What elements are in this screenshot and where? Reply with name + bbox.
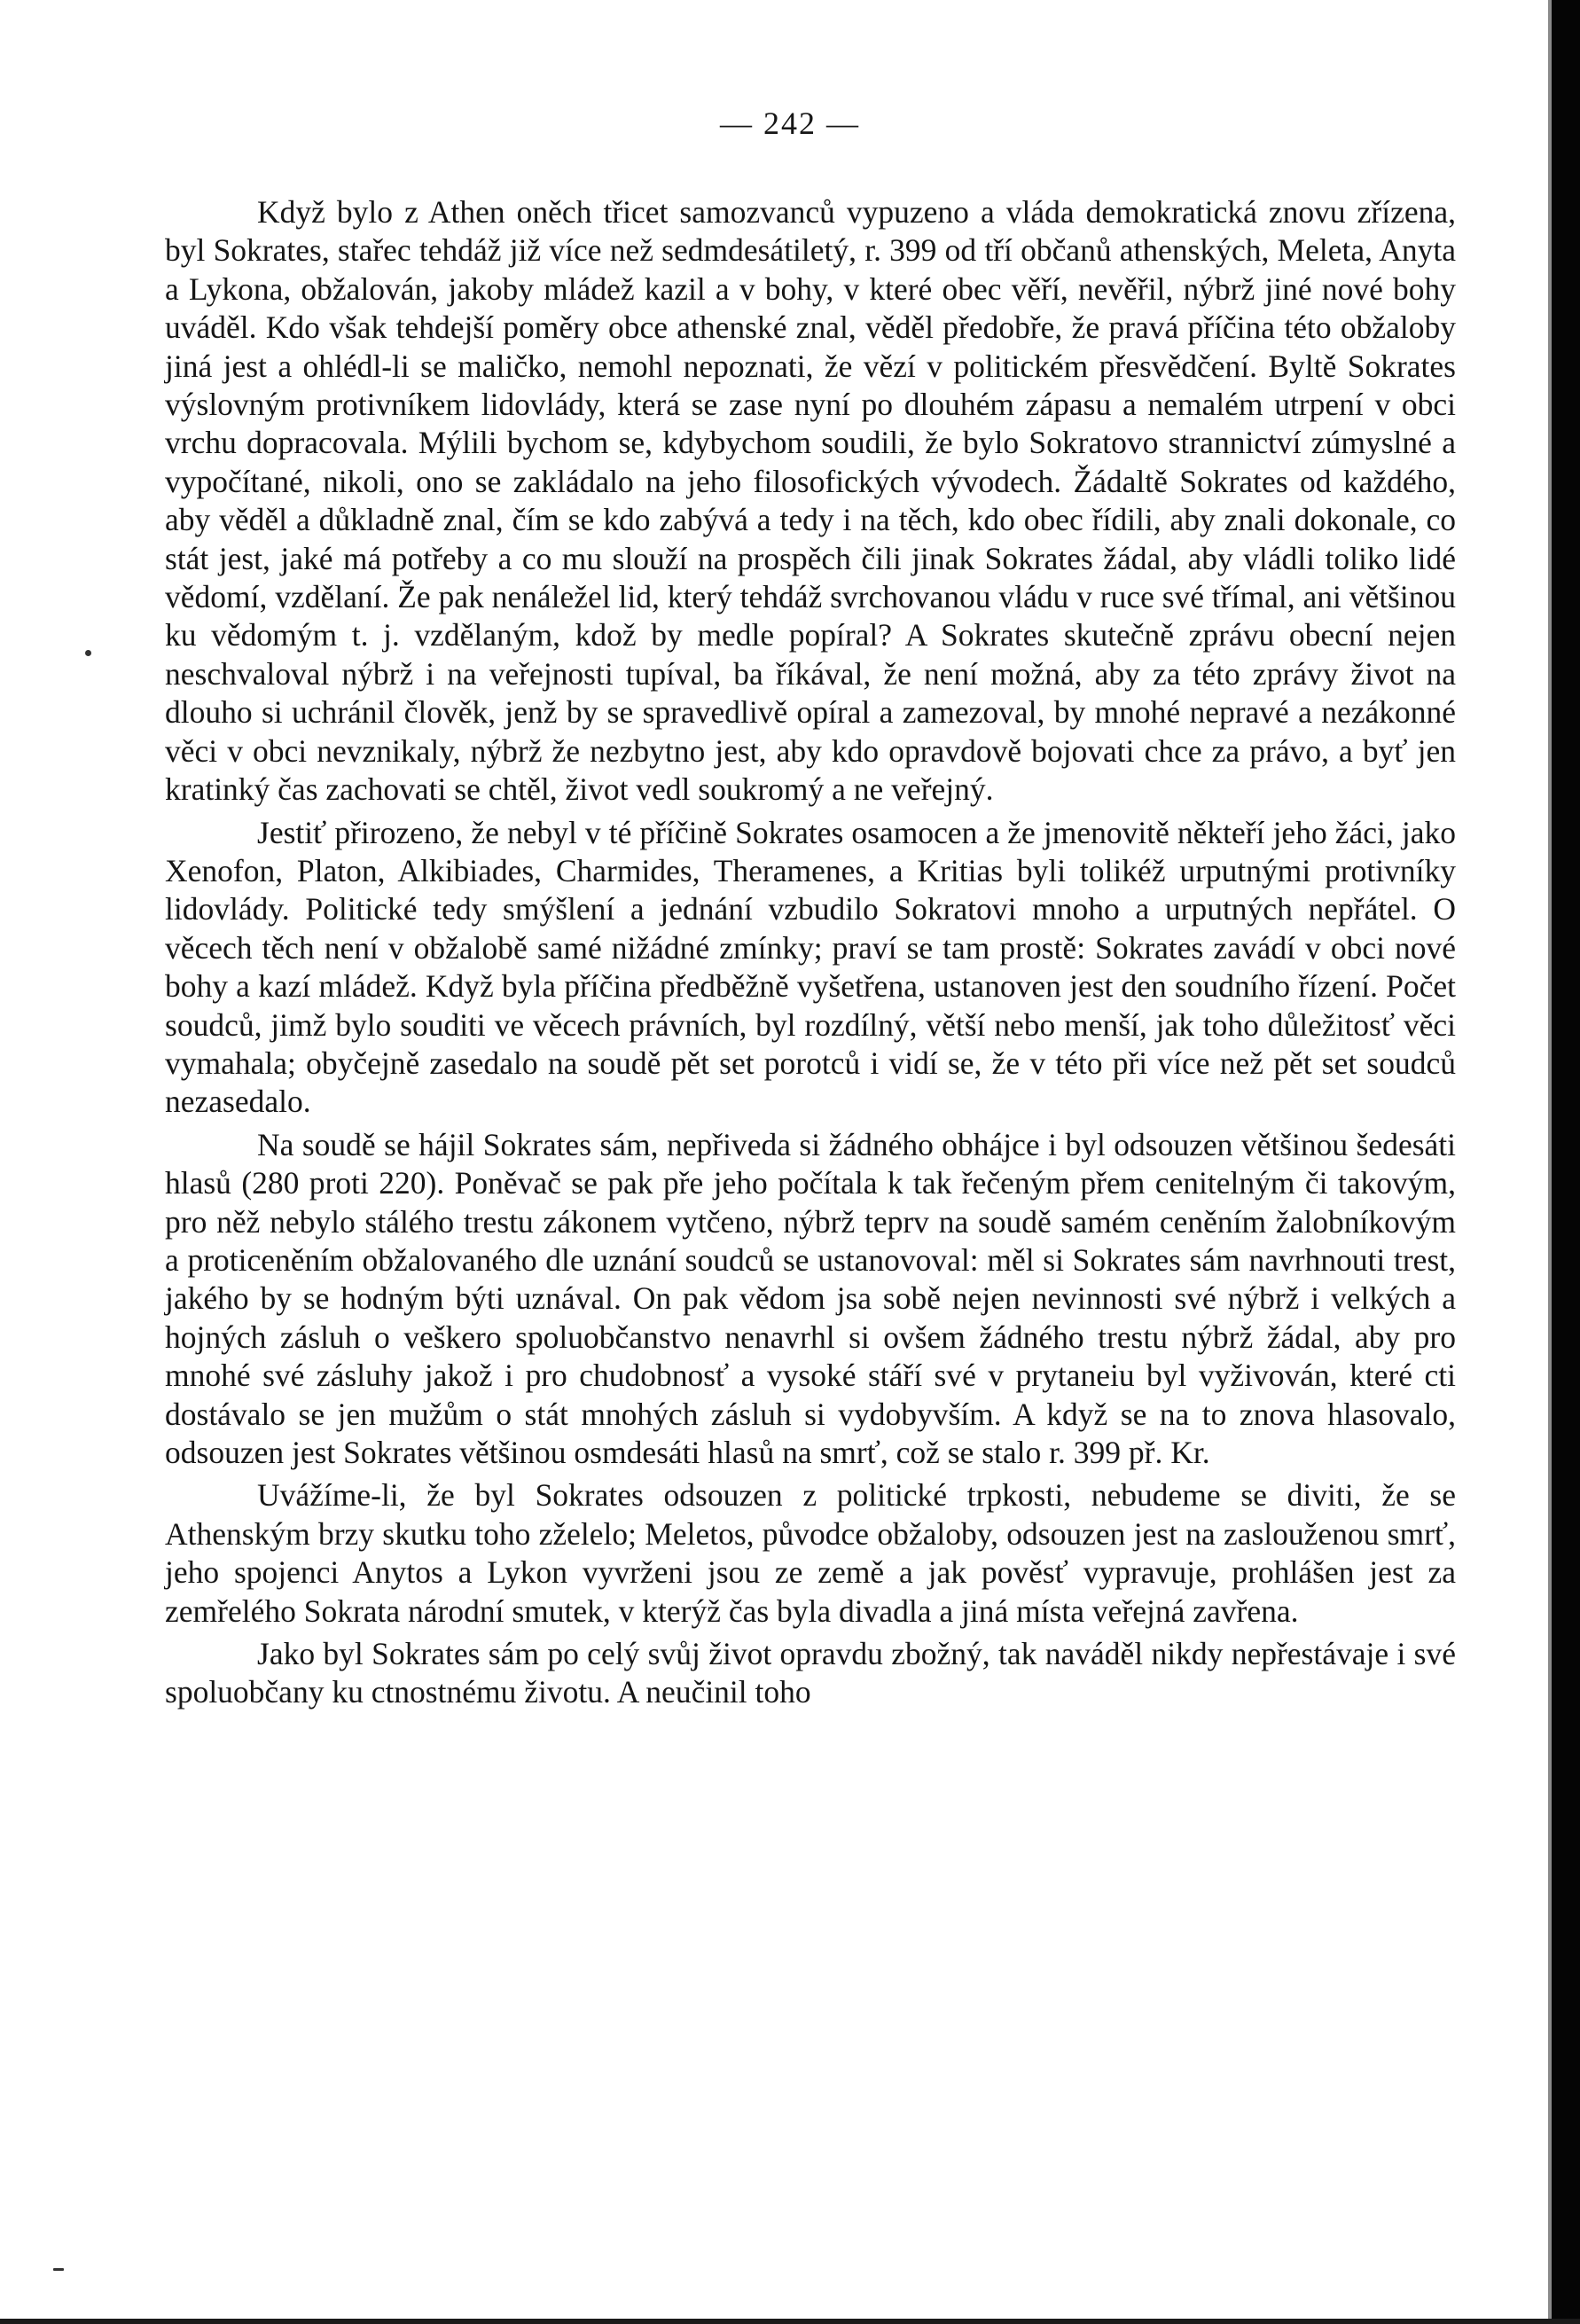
page-number: — 242 — — [720, 106, 860, 141]
scan-edge-right — [1552, 0, 1580, 2324]
paragraph: Na soudě se hájil Sokrates sám, nepřiveda si žádného obhájce i byl odsouzen většinou šedesáti hlasů (280 proti 220). Poněvač se pak pře jeho počítala k tak řečeným přem cenitelným či takovým, pro něž nebylo stálého trestu zákonem vytčeno, nýbrž teprv na soudě samém ceněním žalobníkovým a proticeněním obžalovaného dle uznání soudců se ustanovoval: měl si Sokrates sám navrhnouti trest, jakého by se hodným býti uznával. On pak vědom jsa sobě nejen nevinnosti své nýbrž i velkých a hojných zásluh o veškero spoluobčanstvo nenavrhl si ovšem žádného trestu nýbrž žádal, aby pro mnohé své zásluhy jakož i pro chudobnosť a vysoké stáří své v prytaneiu byl vyživován, které cti dostávalo se jen mužům o stát mnohých zásluh si vydobyvším. A když se na to znova hlasovalo, odsouzen jest Sokrates většinou osmdesáti hlasů na smrť, což se stalo r. 399 př. Kr. — [165, 1126, 1456, 1470]
scan-speck — [53, 2268, 64, 2271]
paragraph: Když bylo z Athen oněch třicet samozvanců vypuzeno a vláda demokratická znovu zřízena, byl Sokrates, stařec tehdáž již více než sedmdesátiletý, r. 399 od tří občanů athenských, Meleta, Anyta a Lykona, obžalován, jakoby mládež kazil a v bohy, v které obec věří, nevěřil, nýbrž jiné nové bohy uváděl. Kdo však tehdejší poměry obce athenské znal, věděl předobře, že pravá příčina této obžaloby jiná jest a ohlédl-li se maličko, nemohl nepoznati, že vězí v politickém přesvědčení. Byltě Sokrates výslovným protivníkem lidovlády, která se zase nyní po dlouhém zápasu a nemalém utrpení v obci vrchu dopracovala. Mýlili bychom se, kdybychom soudili, že bylo Sokratovo strannictví zúmyslné a vypočítané, nikoli, ono se zakládalo na jeho filosofických vývodech. Žádaltě Sokrates od každého, aby věděl a důkladně znal, čím se kdo zabývá a tedy i na těch, kdo obec řídili, aby znali dokonale, co stát jest, jaké má potřeby a co mu slouží na prospěch čili jinak Sokrates žádal, aby vládli toliko lidé vědomí, vzdělaní. Že pak nenáležel lid, který tehdáž svrchovanou vládu v ruce své třímal, ani většinou ku vědomým t. j. vzdělaným, kdož by medle popíral? A Sokrates skutečně zprávu obecní nejen neschvaloval nýbrž i na veřejnosti tupíval, ba říkával, že není možná, aby za této zprávy život na dlouho si uchránil člověk, jenž by se spravedlivě opíral a zamezoval, by mnohé nepravé a nezákonné věci v obci nevznikaly, nýbrž že nezbytno jest, aby kdo opravdově bojovati chce za právo, a byť jen kratinký čas zachovati se chtěl, život vedl soukromý a ne veřejný. — [165, 194, 1456, 808]
paragraph: Jako byl Sokrates sám po celý svůj život opravdu zbožný, tak naváděl nikdy nepřestávaje i své spoluobčany ku ctnostnému životu. A neučinil toho — [165, 1636, 1456, 1710]
body-text — [165, 193, 1456, 1712]
paragraph: Jestiť přirozeno, že nebyl v té příčině Sokrates osamocen a že jmenovitě někteří jeho žáci, jako Xenofon, Platon, Alkibiades, Charmides, Theramenes, a Kritias byli tolikéž urputnými protivníky lidovlády. Politické tedy smýšlení a jednání vzbudilo Sokratovi mnoho a urputných nepřátel. O věcech těch není v obžalobě samé nižádné zmínky; praví se tam prostě: Sokrates zavádí v obci nové bohy a kazí mládež. Když byla příčina předběžně vyšetřena, ustanoven jest den soudního řízení. Počet soudců, jimž bylo souditi ve věcech právních, byl rozdílný, větší nebo menší, jak toho důležitosť věci vymahala; obyčejně zasedalo na soudě pět set porotců i vidí se, že v této při více než pět set soudců nezasedalo. — [165, 814, 1456, 1120]
scan-edge-bottom — [0, 2319, 1580, 2324]
scan-speck — [85, 650, 91, 656]
paragraph: Uvážíme-li, že byl Sokrates odsouzen z politické trpkosti, nebudeme se diviti, že se Athenským brzy skutku toho zželelo; Meletos, původce obžaloby, odsouzen jest na zaslouženou smrť, jeho spojenci Anytos a Lykon vyvrženi jsou ze země a jak pověsť vypravuje, prohlášen jest za zemřelého Sokrata národní smutek, v kterýž čas byla divadla a jiná místa veřejná zavřena. — [165, 1477, 1456, 1629]
